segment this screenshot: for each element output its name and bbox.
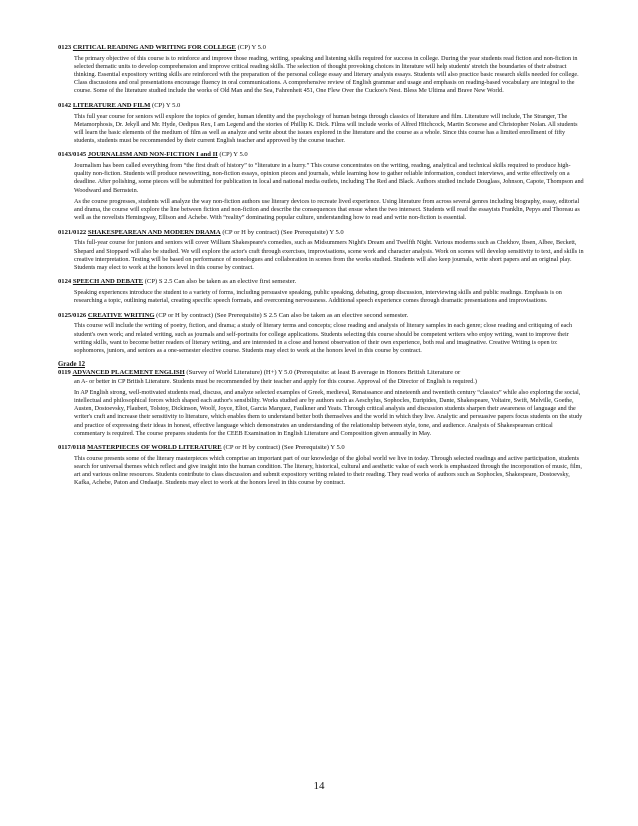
course-0125-0126 — [58, 312, 584, 355]
course-description: This course will include the writing of poetry, fiction, and drama; a study of literary terms and concepts; close reading and analysis of literary samples in each genre; close reading and critiquing of each student's own work; and related writing, such as journals and self-portraits for college applications. Students selecting this course should be competent writers who enjoy writing, want to improve their writing skills, want to become better readers of literary writing, and are interested in a close and honest observation of their own experience, both real and imaginative. Creative Writing is open to: sophomores, juniors, and seniors as a one-semester elective course. Students may elect to work at the honors level in this course by contract. — [74, 322, 573, 354]
course-header — [58, 151, 584, 159]
course-code: 0117/0118 — [58, 444, 86, 452]
course-header — [58, 102, 584, 110]
course-0121-0122 — [58, 229, 584, 272]
course-header — [58, 312, 584, 320]
course-description: Speaking experiences introduce the student to a variety of forms, including persuasive speaking, public speaking, debating, group discussion, interviewing skills and public readings. Emphasis is on researching a topic, outlining material, creating specific speech formats, and overcoming nervousness. Additional speech experience comes through dramatic presentations and improvisations. — [74, 289, 562, 305]
course-code: 0123 — [58, 44, 72, 51]
course-code: 0121/0122 — [58, 228, 87, 236]
course-title: SHAKESPEAREAN AND MODERN DRAMA — [87, 228, 221, 236]
course-code: 0119 — [58, 369, 71, 377]
course-meta: (CP) S 2.5 Can also be taken as an elective first semester. — [144, 278, 297, 286]
course-description: Journalism has been called everything from “the first draft of history” to “literature in a hurry.” This course concentrates on the writing, reading, analytical and technical skills required to produce high-quality non-fiction. Students will produce newswriting, non-fiction essays, opinion pieces and journals, while learning how to gather reliable information, conduct interviews, and write effectively on a deadline. After polishing, some pieces will be submitted for publication in local and national media outlets, including The Red and Black. Authors studied include Douglass, Johnson, Capote, Thompson and Woodward and Bernstein. — [74, 162, 584, 194]
course-0142 — [58, 102, 584, 145]
course-code: 0143/0145 — [58, 151, 87, 159]
course-description: This full-year course for juniors and seniors will cover William Shakespeare's comedies, such as Midsummers Night's Dream and Twelfth Night. Various moderns such as Chekhov, Ibsen, Albee, Beckett, Shepard and Stoppard will also be studied. We will explore the actor's craft through exercises, improvisations, scene work and character analysis. Work on scenes will develop sensitivity to text, and skills in creative interpretation. Testing will be based on performance of monologues and collaboration in scenes from the works studied. Students will also keep journals, write short papers and an original play. Students may elect to work at the honors level in this course by contract. — [74, 239, 584, 271]
course-title: LITERATURE AND FILM — [72, 101, 151, 109]
course-prerequisite: an A- or better in CP British Literature. Students must be recommended by their teacher and apply for this course. Approval of the Director of English is required.) — [74, 377, 477, 385]
course-header — [58, 229, 584, 237]
course-title: SPEECH AND DEBATE — [72, 278, 144, 286]
course-header — [58, 278, 584, 286]
course-code: 0125/0126 — [58, 311, 87, 319]
course-0143-0145 — [58, 151, 584, 222]
course-description: This full year course for seniors will explore the topics of gender, human identity and the psychology of human beings through classics of literature and film. Literature will include, The Stranger, The Metamorphosis, Dr. Jekyll and Mr. Hyde, Oedipus Rex, I am Legend and the stories of Phillip K. Dick. Films will include works of Alfred Hitchcock, Martin Scorsese and Christopher Nolan. All students will learn the basic elements of the medium of film as well as analyze and write about the issues explored in the literature and the course as a whole. Since this course has a limited enrollment of fifty students, students must be recommended by their current English teacher and approved by the course teacher. — [74, 112, 578, 145]
course-description: The primary objective of this course is to reinforce and improve those reading, writing, speaking and listening skills required for success in college. During the year students read fiction and non-fiction in selected thematic units to develop comprehension and improve critical reading skills. The selection of thought provoking choices in literature will help students' stretch the boundaries of their abstract thinking. Essential expository writing skills are reinforced with the preparation of the personal college essay and literary analysis essays. Students will also practice basic research skills needed for college. Class discussions and oral presentations encourage fluency in oral communications. A comprehensive review of English grammar and usage and emphasis on reading-based vocabulary are integral to the course. Some of the literature studied include the works of Old Man and the Sea, Fahrenheit 451, One Flew Over the Cuckoo's Nest. Bless Me Ultima and Brave New World. — [74, 54, 579, 95]
course-title: CRITICAL READING AND WRITING FOR COLLEGE — [72, 44, 236, 51]
course-header — [58, 444, 584, 452]
grade-heading: Grade 12 — [58, 361, 85, 369]
course-meta: (CP or H by contract) (See Prerequisite) S 2.5 Can also be taken as an elective second semester. — [156, 311, 409, 319]
course-meta: (CP) Y 5.0 — [237, 44, 266, 51]
course-catalog-page — [58, 44, 584, 494]
course-0119 — [58, 369, 584, 437]
course-title: CREATIVE WRITING — [87, 311, 155, 319]
course-header — [58, 44, 584, 52]
course-code: 0124 — [58, 278, 72, 286]
course-header — [58, 369, 584, 377]
course-title: ADVANCED PLACEMENT ENGLISH — [72, 369, 185, 377]
course-description: As the course progresses, students will analyze the way non-fiction authors use literary devices to recreate lived experience. Using literature from across several genres including biography, essay, editorial and drama, the course will explore the line between fiction and non-fiction and describe the consequences that ensue when the two intersect. Students will read the essayists Franklin, Pepys and Thoreau as well as the novelists Hemingway, Ellison and Achebe. With “reality” dominating popular culture, understanding how to read and write non-fiction is essential. — [74, 197, 580, 222]
course-meta: (Survey of World Literature) (H+) Y 5.0 (Prerequisite: at least B average in Honors British Literature or — [186, 369, 461, 377]
course-description: In AP English strong, well-motivated students read, discuss, and analyze selected examples of Greek, medieval, Renaissance and nineteenth and twentieth century “classics” while also exploring the social, intellectual and philosophical forces which shaped each author's sensibility. Works studied are by authors such as Aeschylus, Sophocles, Euripides, Dante, Shakespeare, Voltaire, Swift, Melville, Goethe, Austen, Dostoevsky, Flaubert, Tolstoy, Dickinson, Woolf, Joyce, Eliot, Garcia Marquez, Faulkner and Yeats. Through critical analysis and discussion students sharpen their awareness of language and the writer's craft and increase their sensitivity to literature, which enables them to understand better both themselves and the world in which they live. Analytic and persuasive papers focus students on the study and practice of expressing their ideas in honest, effective language which demonstrates an understanding of the relationship between style, tone, and audience. Analysis of Shakespearean critical commentary is required. The course prepares students for the CEEB Examination in English Literature and Composition given annually in May. — [74, 388, 583, 437]
course-description: This course presents some of the literary masterpieces which comprise an important part of our knowledge of the global world we live in today. Through selected readings and active participation, students search for universal themes which reflect and give insight into the human condition. The literary, historical, cultural and aesthetic value of each work is emphasized through the incorporation of music, film, art and various online resources. Students contribute to class discussion and submit expository writing related to their reading. They read works of authors such as Sophocles, Shakespeare, Dostoevsky, Kafka, Achebe, Paton and Ondaatje. Students may elect to work at the honors level in this course by contract. — [74, 454, 582, 487]
course-0123 — [58, 44, 584, 96]
course-meta: (CP) Y 5.0 — [152, 101, 181, 109]
course-title: JOURNALISM AND NON-FICTION I and II — [87, 151, 218, 159]
page-number: 14 — [313, 780, 325, 792]
course-0117-0118 — [58, 444, 584, 487]
course-meta: (CP or H by contract) (See Prerequisite) Y 5.0 — [223, 444, 345, 452]
course-title: MASTERPIECES OF WORLD LITERATURE — [87, 444, 222, 452]
course-meta: (CP) Y 5.0 — [219, 151, 248, 159]
course-0124 — [58, 278, 584, 305]
course-code: 0142 — [58, 101, 72, 109]
course-meta: (CP or H by contract) (See Prerequisite) Y 5.0 — [222, 228, 344, 236]
